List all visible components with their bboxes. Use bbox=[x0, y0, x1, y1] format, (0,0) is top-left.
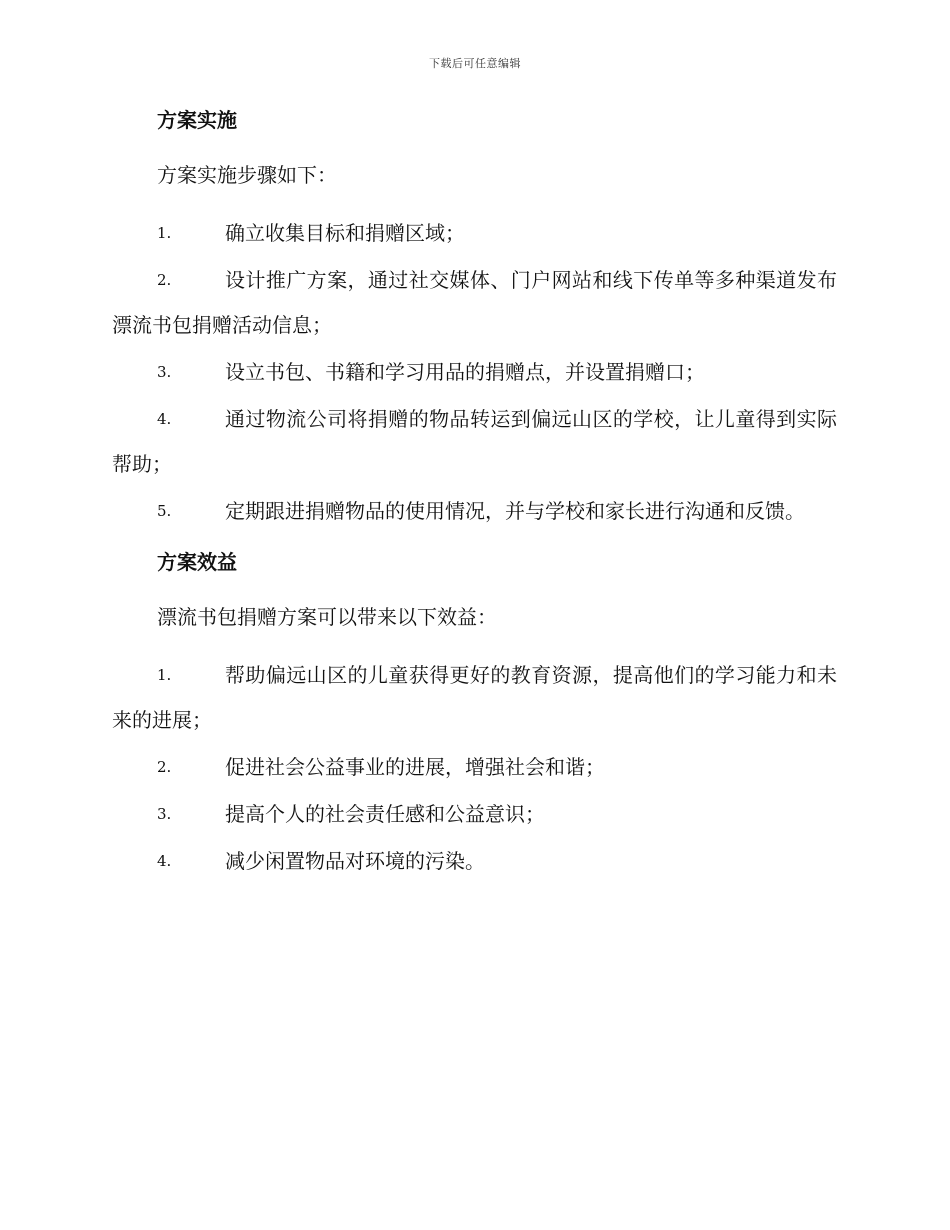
section-title: 方案实施 bbox=[157, 108, 237, 132]
section-benefits bbox=[112, 550, 837, 884]
section-intro: 漂流书包捐赠方案可以带来以下效益： bbox=[157, 605, 497, 629]
item-text: 促进社会公益事业的进展，增强社会和谐； bbox=[225, 755, 605, 779]
list-item bbox=[112, 397, 837, 487]
item-text: 确立收集目标和捐赠区域； bbox=[225, 221, 465, 245]
item-number: 5. bbox=[157, 502, 172, 520]
item-number: 1. bbox=[157, 666, 172, 684]
item-number: 3. bbox=[157, 363, 172, 381]
list-item bbox=[112, 350, 837, 395]
item-text: 帮助偏远山区的儿童获得更好的教育资源，提高他们的学习能力和未来的进展； bbox=[112, 663, 837, 732]
implementation-steps-list bbox=[112, 211, 837, 534]
list-item bbox=[112, 489, 837, 534]
section-implementation bbox=[112, 108, 837, 534]
item-text: 设立书包、书籍和学习用品的捐赠点，并设置捐赠口； bbox=[225, 360, 705, 384]
item-text: 通过物流公司将捐赠的物品转运到偏远山区的学校，让儿童得到实际帮助； bbox=[112, 407, 837, 476]
list-item bbox=[112, 792, 837, 837]
list-item bbox=[112, 258, 837, 348]
item-text: 定期跟进捐赠物品的使用情况，并与学校和家长进行沟通和反馈。 bbox=[225, 499, 805, 523]
header-note: 下载后可任意编辑 bbox=[429, 57, 521, 70]
list-item bbox=[112, 839, 837, 884]
item-number: 3. bbox=[157, 805, 172, 823]
item-number: 2. bbox=[157, 271, 172, 289]
document-body bbox=[112, 108, 837, 896]
item-text: 减少闲置物品对环境的污染。 bbox=[225, 849, 485, 873]
item-number: 1. bbox=[157, 224, 172, 242]
list-item bbox=[112, 745, 837, 790]
item-text: 设计推广方案，通过社交媒体、门户网站和线下传单等多种渠道发布漂流书包捐赠活动信息； bbox=[112, 268, 837, 337]
section-title: 方案效益 bbox=[157, 550, 237, 574]
list-item bbox=[112, 211, 837, 256]
section-intro: 方案实施步骤如下： bbox=[157, 163, 337, 187]
item-number: 2. bbox=[157, 758, 172, 776]
item-text: 提高个人的社会责任感和公益意识； bbox=[225, 802, 545, 826]
item-number: 4. bbox=[157, 852, 172, 870]
list-item bbox=[112, 653, 837, 743]
item-number: 4. bbox=[157, 410, 172, 428]
benefits-list bbox=[112, 653, 837, 884]
